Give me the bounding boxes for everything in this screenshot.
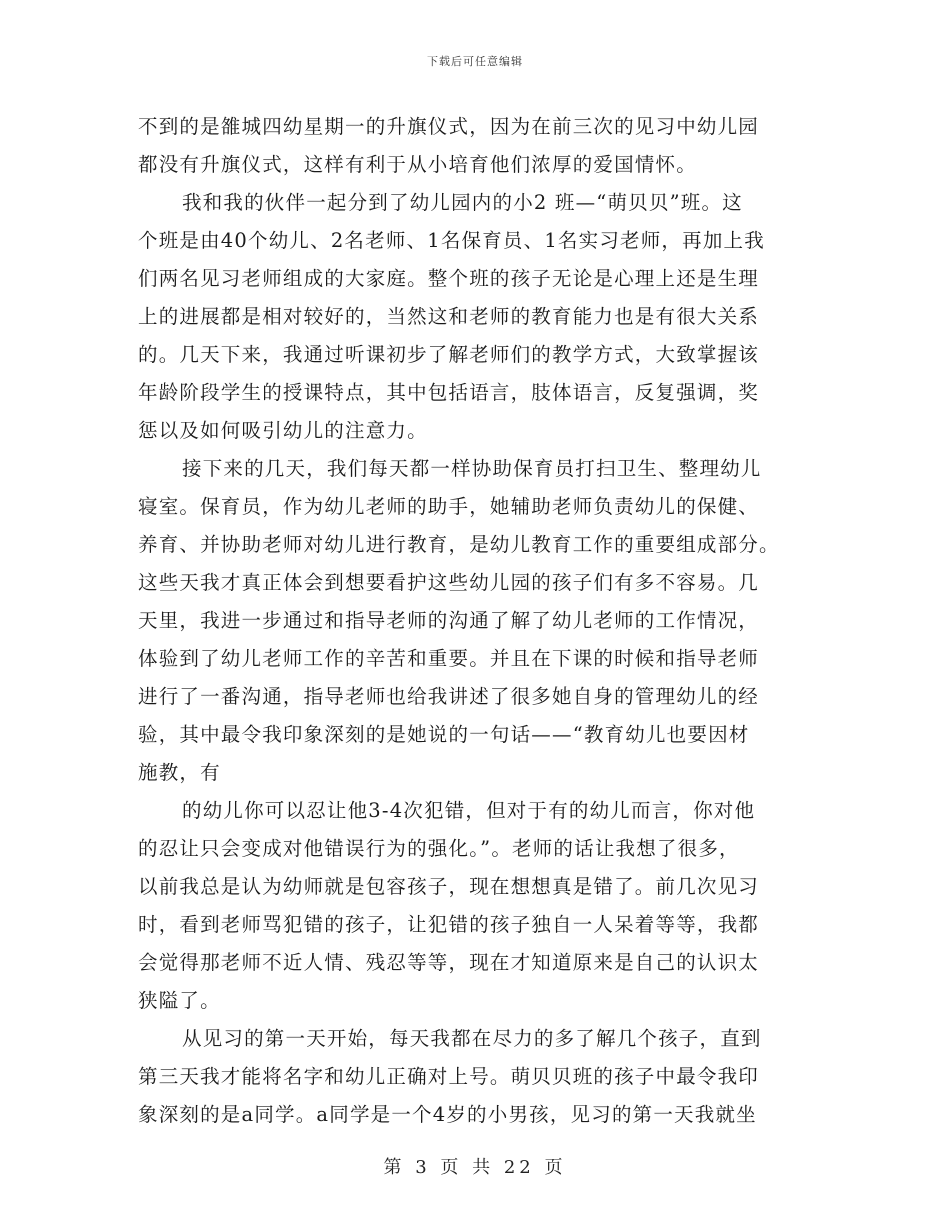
text-line: 时，看到老师骂犯错的孩子，让犯错的孩子独自一人呆着等等，我都 xyxy=(138,913,760,936)
text-line: 养育、并协助老师对幼儿进行教育，是幼儿教育工作的重要组成部分。 xyxy=(138,533,780,556)
text-line: 狭隘了。 xyxy=(138,989,221,1012)
text-line: 天里，我进一步通过和指导老师的沟通了解了幼儿老师的工作情况， xyxy=(138,609,760,632)
text-line: 寝室。保育员，作为幼儿老师的助手，她辅助老师负责幼儿的保健、 xyxy=(138,495,760,518)
text-line: 这些天我才真正体会到想要看护这些幼儿园的孩子们有多不容易。几 xyxy=(138,571,760,594)
text-line: 都没有升旗仪式，这样有利于从小培育他们浓厚的爱国情怀。 xyxy=(138,153,697,176)
document-body xyxy=(138,108,810,1134)
text-line: 个班是由40个幼儿、2名老师、1名保育员、1名实习老师，再加上我 xyxy=(138,229,765,252)
text-line: 会觉得那老师不近人情、残忍等等，现在才知道原来是自己的认识太 xyxy=(138,951,760,974)
text-line: 的。几天下来，我通过听课初步了解老师们的教学方式，大致掌握该 xyxy=(138,343,760,366)
text-line: 体验到了幼儿老师工作的辛苦和重要。并且在下课的时候和指导老师 xyxy=(138,647,760,670)
text-line: 们两名见习老师组成的大家庭。整个班的孩子无论是心理上还是生理 xyxy=(138,267,760,290)
text-line: 象深刻的是a同学。a同学是一个4岁的小男孩，见习的第一天我就坐 xyxy=(138,1103,757,1126)
text-line: 第三天我才能将名字和幼儿正确对上号。萌贝贝班的孩子中最令我印 xyxy=(138,1065,760,1088)
header-note: 下载后可任意编辑 xyxy=(427,55,523,68)
text-line: 的幼儿你可以忍让他3-4次犯错，但对于有的幼儿而言，你对他 xyxy=(182,799,756,822)
text-line: 的忍让只会变成对他错误行为的强化。”。老师的话让我想了很多， xyxy=(138,837,740,860)
page-number: 第 3 页 共 22 页 xyxy=(383,1157,567,1178)
text-line: 不到的是雒城四幼星期一的升旗仪式，因为在前三次的见习中幼儿园 xyxy=(138,115,760,138)
text-line: 以前我总是认为幼师就是包容孩子，现在想想真是错了。前几次见习 xyxy=(138,875,760,898)
text-line: 接下来的几天，我们每天都一样协助保育员打扫卫生、整理幼儿 xyxy=(182,457,762,480)
text-line: 进行了一番沟通，指导老师也给我讲述了很多她自身的管理幼儿的经 xyxy=(138,685,760,708)
text-line: 验，其中最令我印象深刻的是她说的一句话——“教育幼儿也要因材 xyxy=(138,723,750,746)
text-line: 我和我的伙伴一起分到了幼儿园内的小2 班—“萌贝贝”班。这 xyxy=(182,191,743,214)
text-line: 施教，有 xyxy=(138,761,221,784)
text-line: 惩以及如何吸引幼儿的注意力。 xyxy=(138,419,428,442)
text-line: 年龄阶段学生的授课特点，其中包括语言，肢体语言，反复强调，奖 xyxy=(138,381,760,404)
text-line: 从见习的第一天开始，每天我都在尽力的多了解几个孩子，直到 xyxy=(182,1027,762,1050)
text-line: 上的进展都是相对较好的，当然这和老师的教育能力也是有很大关系 xyxy=(138,305,760,328)
